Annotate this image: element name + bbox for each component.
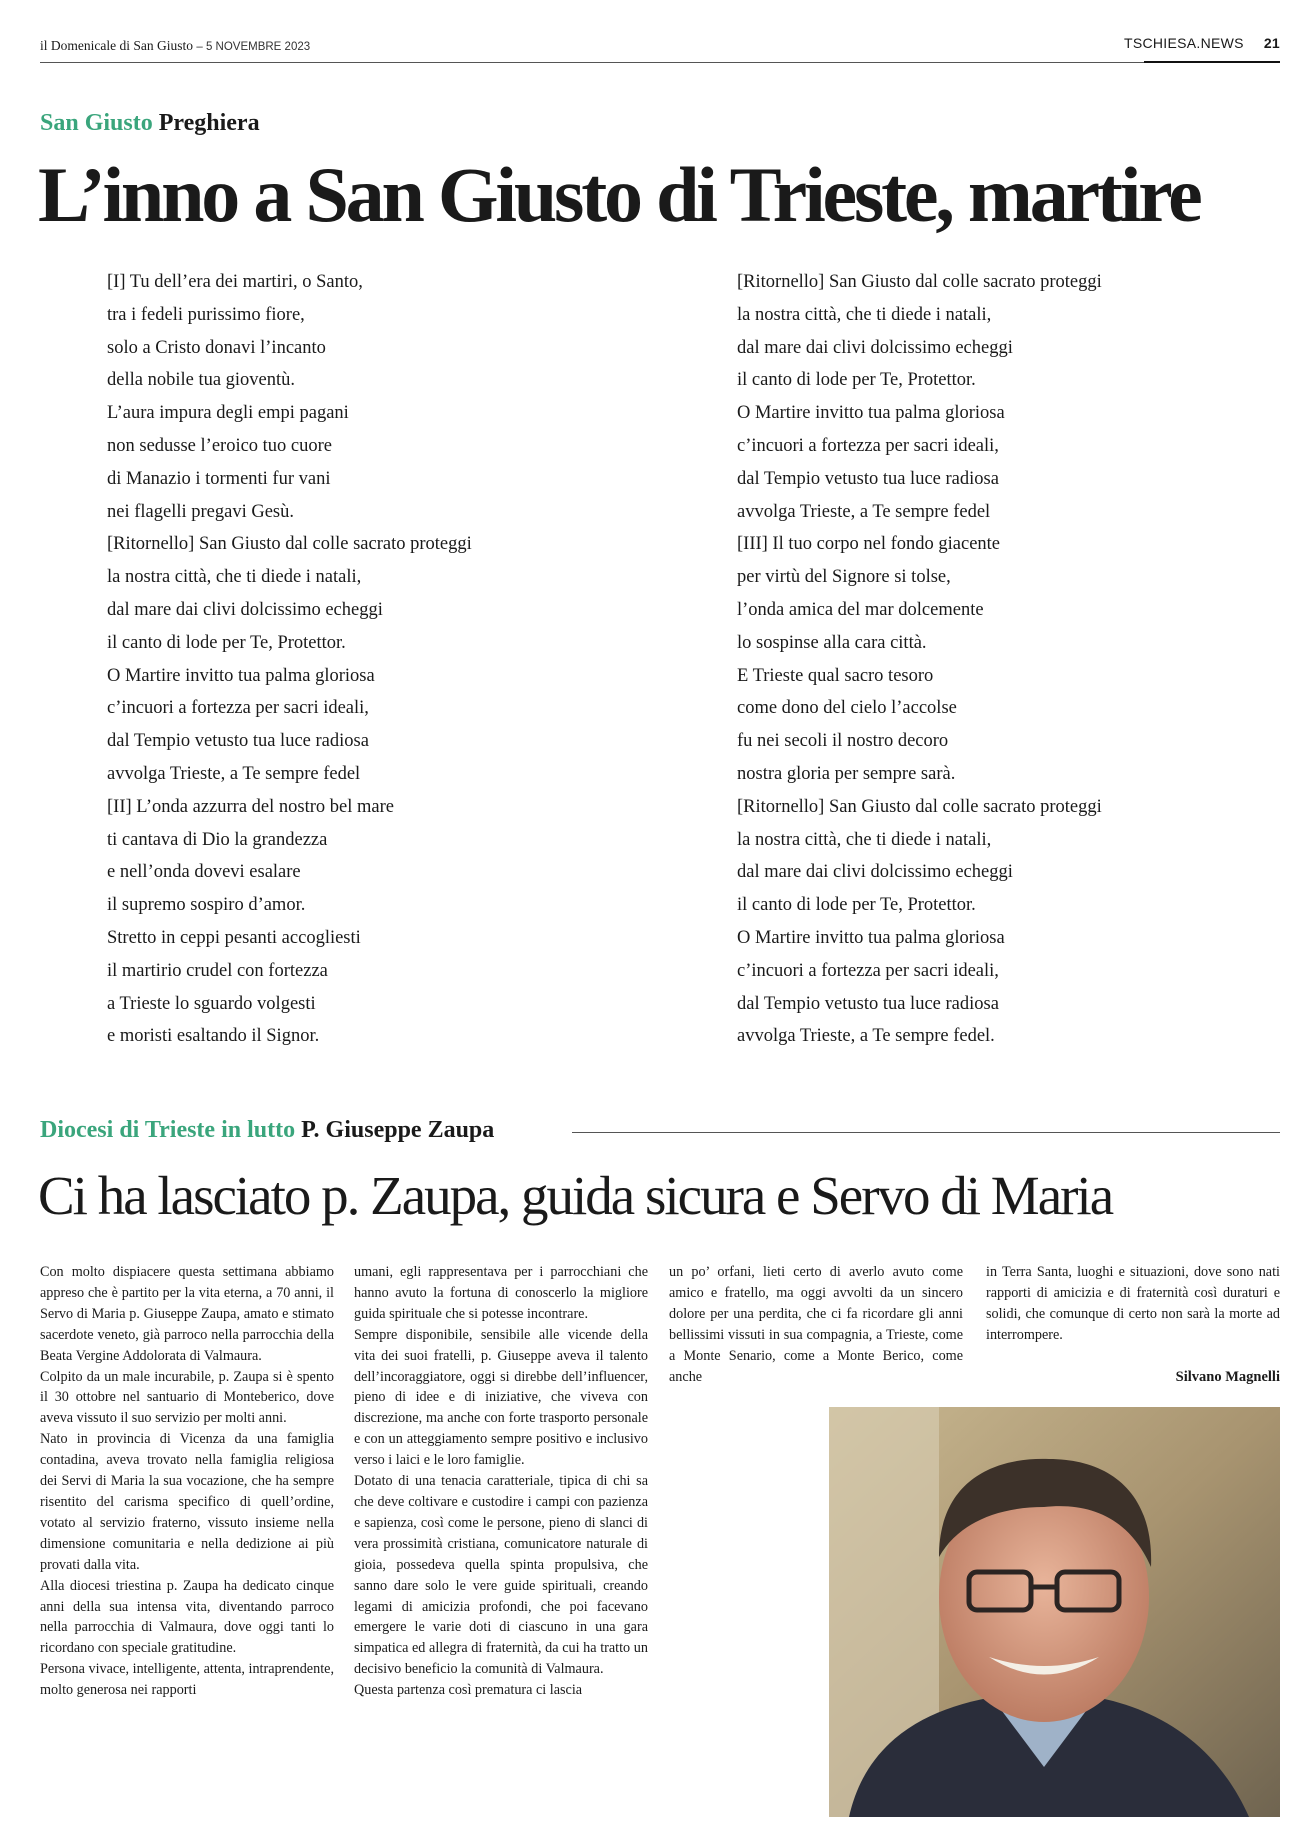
article2-column-4 bbox=[986, 1262, 1280, 1346]
page-number: 21 bbox=[1263, 35, 1280, 51]
poem-line: [Ritornello] San Giusto dal colle sacrato proteggi bbox=[737, 272, 1102, 292]
poem-line: [Ritornello] San Giusto dal colle sacrato proteggi bbox=[737, 796, 1102, 817]
poem-line: la nostra città, che ti diede i natali, bbox=[737, 829, 992, 850]
poem-line: non sedusse l’eroico tuo cuore bbox=[107, 435, 333, 456]
poem-left-column bbox=[107, 266, 472, 1053]
poem-line: c’incuori a fortezza per sacri ideali, bbox=[737, 435, 999, 456]
poem-line: tra i fedeli purissimo fiore, bbox=[107, 304, 305, 325]
article-paragraph: Sempre disponibile, sensibile alle vicende della vita dei suoi fratelli, p. Giuseppe aveva il talento dell’incoraggiatore, oggi si direbbe dell’influencer, pieno di idee e di iniziative, che viveva con discrezione, ma anche con forte trasporto personale e con un atteggiamento sempre positivo e inclusivo verso i laici e le loro famiglie. bbox=[354, 1326, 648, 1469]
poem-right-column bbox=[737, 266, 1102, 1053]
issue-date: – 5 NOVEMBRE 2023 bbox=[196, 41, 311, 53]
poem-line: c’incuori a fortezza per sacri ideali, bbox=[107, 698, 369, 719]
poem-line: O Martire invitto tua palma gloriosa bbox=[737, 403, 1005, 424]
poem-line: [Ritornello] San Giusto dal colle sacrato proteggi bbox=[107, 534, 472, 555]
poem-line: O Martire invitto tua palma gloriosa bbox=[737, 927, 1005, 948]
poem-line: e moristi esaltando il Signor. bbox=[107, 1026, 320, 1047]
article-paragraph: Persona vivace, intelligente, attenta, intraprendente, molto generosa nei rapporti bbox=[40, 1661, 334, 1699]
author-signature: Silvano Magnelli bbox=[1175, 1369, 1280, 1385]
article2-column-3 bbox=[669, 1262, 963, 1387]
kicker-divider bbox=[572, 1132, 1280, 1133]
poem-line: [II] L’onda azzurra del nostro bel mare bbox=[107, 796, 394, 817]
article2-section: Diocesi di Trieste in lutto bbox=[40, 1117, 296, 1143]
poem-line: dal Tempio vetusto tua luce radiosa bbox=[107, 731, 369, 752]
header-divider bbox=[40, 62, 1280, 63]
article-paragraph: umani, egli rappresentava per i parrocchiani che hanno avuto la fortuna di conoscerlo la migliore guida spirituale che si potesse incontrare. bbox=[354, 1264, 648, 1322]
article2-column-2 bbox=[354, 1262, 648, 1701]
poem-line: [I] Tu dell’era dei martiri, o Santo, bbox=[107, 272, 363, 292]
poem-line: avvolga Trieste, a Te sempre fedel bbox=[107, 763, 361, 784]
poem-line: il supremo sospiro d’amor. bbox=[107, 895, 306, 916]
poem-line: a Trieste lo sguardo volgesti bbox=[107, 993, 316, 1014]
poem-line: la nostra città, che ti diede i natali, bbox=[737, 304, 992, 325]
site-header bbox=[1124, 35, 1280, 51]
poem-line: come dono del cielo l’accolse bbox=[737, 698, 957, 719]
poem-line: dal mare dai clivi dolcissimo echeggi bbox=[737, 862, 1013, 883]
article-paragraph: Alla diocesi triestina p. Zaupa ha dedicato cinque anni della sua intensa vita, diventando parroco nella parrocchia di Valmaura, dove oggi tanti lo ricordano con speciale gratitudine. bbox=[40, 1577, 334, 1657]
poem-line: lo sospinse alla cara città. bbox=[737, 632, 927, 653]
poem-line: e nell’onda dovevi esalare bbox=[107, 862, 301, 883]
poem-line: l’onda amica del mar dolcemente bbox=[737, 599, 984, 620]
poem-line: nei flagelli pregavi Gesù. bbox=[107, 501, 294, 522]
article1-kicker bbox=[40, 110, 260, 137]
poem-line: dal Tempio vetusto tua luce radiosa bbox=[737, 468, 999, 489]
poem-line: il canto di lode per Te, Protettor. bbox=[737, 370, 976, 391]
header-accent-divider bbox=[1144, 61, 1280, 63]
poem-line: avvolga Trieste, a Te sempre fedel bbox=[737, 501, 991, 522]
poem-line: O Martire invitto tua palma gloriosa bbox=[107, 665, 375, 686]
article2-kicker bbox=[40, 1117, 494, 1144]
article-paragraph: Nato in provincia di Vicenza da una famiglia contadina, aveva trovato nella famiglia religiosa dei Servi di Maria la sua vocazione, che ha sempre risentito del carisma specifico di quell’ordine, votato al servizio fraterno, vissuto insieme nella dimensione comunitaria e nella dedizione ai più provati dalla vita. bbox=[40, 1431, 334, 1573]
site-name[interactable]: TSCHIESA.NEWS bbox=[1124, 35, 1244, 51]
article-paragraph: un po’ orfani, lieti certo di averlo avuto come amico e fratello, ma oggi avvolti da un sincero dolore per una perdita, che ci fa ricordare gli anni bellissimi vissuti in sua compagnia, a Trieste, come a Monte Senario, come a Monte Berico, come anche bbox=[669, 1264, 963, 1385]
article2-title: Ci ha lasciato p. Zaupa, guida sicura e Servo di Maria bbox=[38, 1165, 1113, 1226]
poem-line: la nostra città, che ti diede i natali, bbox=[107, 567, 362, 588]
publication-header bbox=[40, 38, 310, 54]
article-paragraph: Colpito da un male incurabile, p. Zaupa si è spento il 30 ottobre nel santuario di Monteberico, dove aveva vissuto il suo servizio per molti anni. bbox=[40, 1368, 334, 1427]
article-paragraph: Dotato di una tenacia caratteriale, tipica di chi sa che deve coltivare e custodire i campi con pazienza e sapienza, così come le persone, pieno di slanci di vera prossimità cristiana, comunicatore naturale di gioia, possedeva quella spinta propulsiva, che sanno dare solo le vere guide spirituali, creando legami di amicizia profondi, che poi facevano emergere le varie doti di ciascuno in una gara simpatica ed allegra di fraternità, da cui ha tratto un decisivo beneficio la comunità di Valmaura. bbox=[354, 1473, 648, 1678]
article1-section: San Giusto bbox=[40, 110, 153, 136]
article-paragraph: in Terra Santa, luoghi e situazioni, dove sono nati rapporti di amicizia e di fraternità così duraturi e solidi, che comunque di certo non sarà la morte ad interrompere. bbox=[986, 1264, 1280, 1343]
poem-line: Stretto in ceppi pesanti accogliesti bbox=[107, 927, 361, 948]
poem-line: avvolga Trieste, a Te sempre fedel. bbox=[737, 1026, 995, 1047]
poem-line: il canto di lode per Te, Protettor. bbox=[737, 895, 976, 916]
article2-topic: P. Giuseppe Zaupa bbox=[301, 1117, 495, 1143]
poem-line: della nobile tua gioventù. bbox=[107, 370, 296, 391]
poem-line: dal mare dai clivi dolcissimo echeggi bbox=[107, 599, 383, 620]
poem-line: di Manazio i tormenti fur vani bbox=[107, 468, 331, 489]
poem-line: il canto di lode per Te, Protettor. bbox=[107, 632, 346, 653]
poem-line: ti cantava di Dio la grandezza bbox=[107, 829, 328, 850]
poem-line: fu nei secoli il nostro decoro bbox=[737, 731, 949, 752]
article-paragraph: Con molto dispiacere questa settimana abbiamo appreso che è partito per la vita eterna, a 70 anni, il Servo di Maria p. Giuseppe Zaupa, amato e stimato sacerdote veneto, già parroco nella parrocchia della Beata Vergine Addolorata di Valmaura. bbox=[40, 1264, 334, 1364]
poem-line: per virtù del Signore si tolse, bbox=[737, 567, 951, 588]
poem-line: c’incuori a fortezza per sacri ideali, bbox=[737, 960, 999, 981]
article1-topic: Preghiera bbox=[158, 110, 260, 136]
poem-line: L’aura impura degli empi pagani bbox=[107, 403, 349, 424]
poem-line: dal Tempio vetusto tua luce radiosa bbox=[737, 993, 999, 1014]
poem-line: [III] Il tuo corpo nel fondo giacente bbox=[737, 534, 1001, 555]
poem-line: dal mare dai clivi dolcissimo echeggi bbox=[737, 337, 1013, 358]
poem-line: E Trieste qual sacro tesoro bbox=[737, 665, 934, 686]
article1-title: L’inno a San Giusto di Trieste, martire bbox=[38, 151, 1200, 238]
portrait-photo bbox=[829, 1407, 1280, 1817]
poem-line: solo a Cristo donavi l’incanto bbox=[107, 337, 326, 358]
poem-line: il martirio crudel con fortezza bbox=[107, 960, 328, 981]
article2-column-1 bbox=[40, 1262, 334, 1701]
article-paragraph: Questa partenza così prematura ci lascia bbox=[354, 1682, 583, 1699]
publication-name: il Domenicale di San Giusto bbox=[40, 38, 193, 53]
poem-line: nostra gloria per sempre sarà. bbox=[737, 763, 956, 784]
